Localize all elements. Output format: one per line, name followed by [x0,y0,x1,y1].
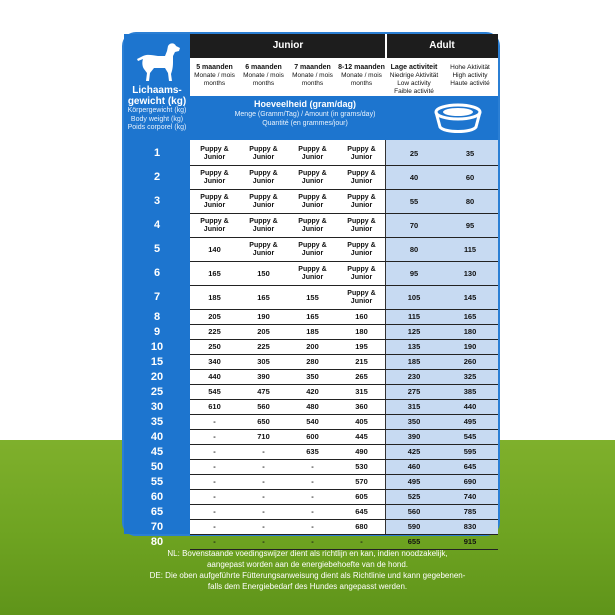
junior-amount-cell: 405 [355,417,368,426]
adult-col-header-bold: Lage activiteit [390,64,438,71]
junior-amount-cell: - [311,537,314,546]
junior-amount-cell: Puppy & Junior [249,169,278,185]
junior-amount-cell: Puppy & Junior [347,193,376,209]
junior-amount-cell: 480 [306,402,319,411]
adult-low-cell: 425 [407,447,421,456]
adult-high-cell: 95 [465,220,475,230]
adult-low-cell: 275 [407,387,421,396]
adult-high-cell: 115 [463,244,477,254]
junior-amount-cell: 605 [355,492,368,501]
adult-high-cell: 35 [465,148,475,158]
row-divider [190,285,498,286]
row-divider [190,189,498,190]
footer-note [40,548,575,592]
adult-low-cell: 230 [407,372,421,381]
adult-col-header-rest: Hohe Aktivität High activity Haute activité [450,64,490,87]
junior-amount-cell: Puppy & Junior [298,193,327,209]
junior-amount-cell: 165 [257,292,270,302]
junior-amount-cell: - [213,522,216,531]
adult-high-cell: 440 [463,402,477,411]
weight-value: 70 [150,521,164,533]
junior-amount-cell: - [262,447,265,456]
junior-amount-cell: 305 [257,357,270,366]
junior-col-header-rest: Monate / mois months [194,72,235,87]
adult-high-cell: 915 [463,537,477,546]
adult-low-cell: 390 [407,432,421,441]
junior-amount-cell: Puppy & Junior [298,217,327,233]
junior-amount-cell: Puppy & Junior [298,265,327,281]
junior-amount-cell: Puppy & Junior [347,289,376,305]
junior-amount-cell: 530 [355,462,368,471]
junior-amount-cell: 195 [355,342,368,351]
junior-amount-cell: - [213,537,216,546]
junior-amount-cell: Puppy & Junior [249,145,278,161]
junior-amount-cell: - [213,492,216,501]
weight-header-title: Lichaams- gewicht (kg) [127,85,187,107]
row-divider [190,354,498,355]
junior-col-header-rest: Monate / mois months [292,72,333,87]
junior-amount-cell: - [262,462,265,471]
junior-amount-cell: - [213,462,216,471]
junior-amount-cell: Puppy & Junior [200,169,229,185]
dog-icon [132,40,182,84]
junior-amount-cell: 650 [257,417,270,426]
junior-col-header-bold: 8-12 maanden [338,64,385,71]
junior-col-header-rest: Monate / mois months [341,72,382,87]
junior-col-header-rest: Monate / mois months [243,72,284,87]
junior-amount-cell: - [213,447,216,456]
row-divider [190,519,498,520]
adult-low-cell: 105 [407,292,421,302]
junior-amount-cell: Puppy & Junior [200,145,229,161]
row-divider [190,165,498,166]
junior-amount-cell: 205 [257,327,270,336]
weight-header-subtitle: Körpergewicht (kg) Body weight (kg) Poids corporel (kg) [127,107,187,131]
junior-amount-cell: 475 [257,387,270,396]
junior-amount-cell: - [262,477,265,486]
adult-low-cell: 95 [409,268,419,278]
adult-high-cell: 785 [463,507,477,516]
adult-low-cell: 560 [407,507,421,516]
junior-amount-cell: Puppy & Junior [347,145,376,161]
junior-amount-cell: Puppy & Junior [298,169,327,185]
adult-low-cell: 350 [407,417,421,426]
row-divider [190,237,498,238]
adult-high-cell: 690 [463,477,477,486]
junior-header: Junior [190,34,386,58]
junior-amount-cell: Puppy & Junior [347,265,376,281]
adult-low-cell: 55 [409,196,419,206]
amount-subtitle: Menge (Gramm/Tag) / Amount (in grams/day) Quantité (en grammes/jour) [234,111,376,127]
adult-high-cell: 130 [463,268,477,278]
adult-low-cell: 525 [407,492,421,501]
row-divider [190,474,498,475]
junior-amount-cell: 390 [257,372,270,381]
junior-amount-cell: 225 [208,327,221,336]
row-divider [190,444,498,445]
adult-low-cell: 25 [409,148,419,158]
junior-amount-cell: 570 [355,477,368,486]
junior-amount-cell: Puppy & Junior [200,217,229,233]
junior-amount-cell: - [360,537,363,546]
adult-low-cell: 125 [407,327,421,336]
adult-low-cell: 315 [407,402,421,411]
junior-amount-cell: 600 [306,432,319,441]
weight-value: 55 [150,476,164,488]
weight-value: 50 [150,461,164,473]
adult-high-cell: 645 [463,462,477,471]
junior-amount-cell: - [311,507,314,516]
weight-value: 20 [150,371,164,383]
junior-amount-cell: - [311,462,314,471]
weight-value: 80 [150,536,164,548]
junior-amount-cell: - [262,507,265,516]
row-divider [190,339,498,340]
junior-amount-cell: 225 [257,342,270,351]
junior-amount-cell: Puppy & Junior [347,169,376,185]
row-divider [190,324,498,325]
row-divider [190,384,498,385]
adult-low-cell: 590 [407,522,421,531]
adult-low-cell: 80 [409,244,419,254]
row-divider [190,213,498,214]
junior-amount-cell: 160 [355,312,368,321]
junior-amount-cell: - [213,507,216,516]
junior-amount-cell: 190 [257,312,270,321]
junior-amount-cell: - [262,537,265,546]
weight-value: 25 [150,386,164,398]
weight-value: 1 [153,147,161,159]
adult-high-cell: 545 [463,432,477,441]
junior-amount-cell: - [311,522,314,531]
junior-amount-cell: 420 [306,387,319,396]
junior-amount-cell: Puppy & Junior [347,217,376,233]
adult-low-cell: 70 [409,220,419,230]
weight-value: 10 [150,341,164,353]
junior-col-header-bold: 5 maanden [196,64,233,71]
junior-amount-cell: 560 [257,402,270,411]
adult-col-header-rest: Niedrige Aktivität Low activity Faible activité [389,72,439,95]
row-divider [190,261,498,262]
junior-amount-cell: 265 [355,372,368,381]
junior-amount-cell: 315 [355,387,368,396]
junior-amount-cell: - [213,432,216,441]
junior-amount-cell: 185 [208,292,221,302]
junior-amount-cell: - [262,492,265,501]
junior-amount-cell: Puppy & Junior [298,145,327,161]
row-divider [190,369,498,370]
weight-value: 5 [153,243,161,255]
junior-amount-cell: 645 [355,507,368,516]
row-divider [190,459,498,460]
adult-high-cell: 80 [465,196,475,206]
junior-amount-cell: Puppy & Junior [249,217,278,233]
adult-high-cell: 595 [463,447,477,456]
junior-amount-cell: 545 [208,387,221,396]
row-divider [190,414,498,415]
adult-high-cell: 180 [463,327,477,336]
junior-amount-cell: 165 [208,268,221,278]
adult-low-cell: 460 [407,462,421,471]
junior-amount-cell: 155 [306,292,319,302]
table-body [190,34,498,546]
junior-amount-cell: 445 [355,432,368,441]
weight-value: 30 [150,401,164,413]
row-divider [190,309,498,310]
footer-de: DE: Die oben aufgeführte Fütterungsanweisung dient als Richtlinie und kann gegebenen- falls dem Energiebedarf des Hundes angepasst werden. [149,571,466,591]
weight-value: 6 [153,267,161,279]
row-divider [190,534,498,535]
row-divider [190,429,498,430]
weight-value: 40 [150,431,164,443]
adult-high-cell: 830 [463,522,477,531]
junior-amount-cell: 180 [355,327,368,336]
adult-high-cell: 325 [463,372,477,381]
junior-amount-cell: 165 [306,312,319,321]
weight-header [124,85,190,133]
junior-amount-cell: 360 [355,402,368,411]
junior-amount-cell: Puppy & Junior [298,241,327,257]
adult-header: Adult [386,34,498,58]
weight-column [124,34,190,548]
junior-amount-cell: 610 [208,402,221,411]
adult-high-cell: 495 [463,417,477,426]
adult-low-cell: 185 [407,357,421,366]
footer-nl: NL: Bovenstaande voedingswijzer dient als richtlijn en kan, indien noodzakelijk, aangepast worden aan de energiebehoefte van de hond. [167,549,448,569]
adult-high-cell: 385 [463,387,477,396]
junior-col-header-bold: 7 maanden [294,64,331,71]
adult-high-cell: 60 [465,172,475,182]
junior-amount-cell: 280 [306,357,319,366]
weight-value: 60 [150,491,164,503]
adult-high-cell: 145 [463,292,477,302]
junior-amount-cell: Puppy & Junior [249,241,278,257]
weight-value: 9 [153,326,161,338]
junior-amount-cell: - [213,417,216,426]
adult-low-cell: 655 [407,537,421,546]
row-divider [190,489,498,490]
junior-amount-cell: 150 [257,268,270,278]
junior-amount-cell: Puppy & Junior [347,241,376,257]
junior-amount-cell: 540 [306,417,319,426]
adult-high-cell: 260 [463,357,477,366]
adult-low-cell: 40 [409,172,419,182]
weight-value: 7 [153,291,161,303]
junior-col-header-bold: 6 maanden [245,64,282,71]
adult-low-cell: 495 [407,477,421,486]
adult-high-cell: 190 [463,342,477,351]
weight-value: 4 [153,219,161,231]
junior-amount-cell: 350 [306,372,319,381]
junior-amount-cell: 635 [306,447,319,456]
junior-amount-cell: 340 [208,357,221,366]
weight-value: 15 [150,356,164,368]
weight-value: 2 [153,171,161,183]
junior-amount-cell: 710 [257,432,270,441]
junior-amount-cell: 490 [355,447,368,456]
feeding-table [122,32,500,548]
junior-amount-cell: 440 [208,372,221,381]
junior-amount-cell: 200 [306,342,319,351]
junior-amount-cell: 185 [306,327,319,336]
row-divider [190,399,498,400]
row-divider [190,504,498,505]
junior-amount-cell: - [213,477,216,486]
junior-amount-cell: 215 [355,357,368,366]
junior-amount-cell: 680 [355,522,368,531]
junior-amount-cell: - [311,492,314,501]
junior-amount-cell: - [262,522,265,531]
adult-low-cell: 135 [407,342,421,351]
junior-amount-cell: 205 [208,312,221,321]
adult-high-cell: 165 [463,312,477,321]
junior-amount-cell: - [311,477,314,486]
junior-amount-cell: Puppy & Junior [249,193,278,209]
weight-value: 45 [150,446,164,458]
weight-value: 35 [150,416,164,428]
weight-value: 65 [150,506,164,518]
junior-amount-cell: Puppy & Junior [200,193,229,209]
weight-value: 8 [153,311,161,323]
weight-value: 3 [153,195,161,207]
junior-amount-cell: 140 [208,244,221,254]
amount-title: Hoeveelheid (gram/dag) [253,99,357,109]
adult-high-cell: 740 [463,492,477,501]
junior-amount-cell: 250 [208,342,221,351]
adult-low-cell: 115 [407,312,421,321]
